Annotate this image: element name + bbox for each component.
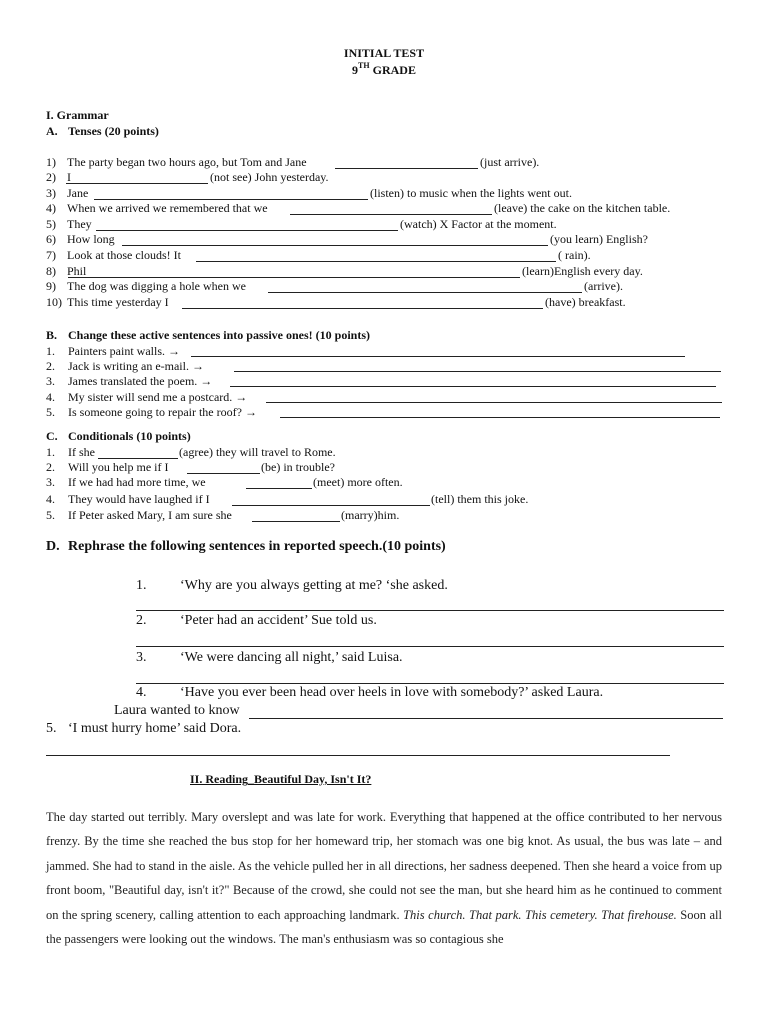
section-a-heading: A. Tenses (20 points) [46,124,159,138]
item-number: 7) [46,248,56,262]
item-number: 9) [46,279,56,293]
item-hint: (marry)him. [341,508,400,522]
item-text: My sister will send me a postcard. → [68,390,248,404]
item-text: I [67,170,71,184]
answer-blank[interactable] [98,458,178,459]
tense-item [46,295,169,310]
item-number: 2. [46,460,55,474]
item-number: 4. [136,685,147,700]
item-hint: (not see) John yesterday. [210,170,329,184]
item-text: If we had had more time, we [68,475,206,489]
answer-blank[interactable] [290,214,492,215]
item-number: 3) [46,186,56,200]
item-number: 1. [46,445,55,459]
item-hint: (arrive). [584,279,623,293]
item-hint: (you learn) English? [550,232,648,246]
passive-item [46,374,212,389]
section-c-heading: C. Conditionals (10 points) [46,429,191,443]
answer-blank[interactable] [196,261,556,262]
answer-blank[interactable] [246,488,312,489]
item-text: They [67,217,92,231]
item-number: 4. [46,390,55,404]
conditional-item [46,508,232,523]
passive-item [46,390,247,405]
answer-blank[interactable] [191,356,685,357]
item-text: Jack is writing an e-mail. → [68,359,204,373]
item-text: When we arrived we remembered that we [67,201,268,215]
answer-blank[interactable] [187,473,260,474]
reading-passage: The day started out terribly. Mary overslept and was late for work. Everything that happened at the office contributed to her nervous frenzy. By the time she reached the bus stop for her homeward trip, her stomach was one big knot. As usual, the bus was late – and jammed. She had to stand in the aisle. As the vehicle pulled her in all directions, her sadness deepened. Then she heard a voice from up front boom, "Beautiful day, isn't it?" Because of the crowd, she could not see the man, but she heard him as he continued to comment on the spring scenery, calling attention to each approaching landmark. This church. That park. This cemetery. That firehouse. Soon all the passengers were looking out the windows. The man's enthusiasm was so contagious she [46,810,722,947]
grammar-heading: I. Grammar [46,108,109,122]
item-text: How long [67,232,115,246]
item-number: 5. [46,508,55,522]
item-text: Phil [67,264,87,278]
item-text: ‘Peter had an accident’ Sue told us. [180,613,377,628]
item-hint: (agree) they will travel to Rome. [179,445,336,459]
tense-item [46,279,246,294]
conditional-item [46,492,210,507]
section-d-heading: D. Rephrase the following sentences in reported speech.(10 points) [46,539,446,554]
item-number: 10) [46,295,62,309]
conditional-item [46,445,95,460]
item-text: Will you help me if I [68,460,169,474]
answer-line[interactable] [136,610,724,611]
answer-blank[interactable] [252,521,340,522]
item-number: 5) [46,217,56,231]
tense-item [46,248,181,263]
answer-line-d5[interactable] [46,755,670,756]
answer-blank[interactable] [96,230,398,231]
item-text: ‘Why are you always getting at me? ‘she asked. [180,578,448,593]
item-number: 1. [136,578,147,593]
item-number: 4. [46,492,55,506]
item-hint: (be) in trouble? [261,460,335,474]
reading-heading: II. Reading_Beautiful Day, Isn't It? [190,772,372,786]
answer-blank[interactable] [230,386,716,387]
item-text: ‘We were dancing all night,’ said Luisa. [180,650,403,665]
answer-line-d4[interactable] [249,718,723,719]
item-number: 2. [136,613,147,628]
item-hint: (learn)English every day. [522,264,643,278]
conditional-item [46,460,169,475]
passive-item [46,344,180,359]
passive-item [46,405,257,420]
conditional-item [46,475,206,490]
item-text: Jane [67,186,89,200]
answer-line[interactable] [136,683,724,684]
answer-blank[interactable] [266,402,722,403]
tense-item [46,217,92,232]
item-number: 6) [46,232,56,246]
item-text: This time yesterday I [67,295,169,309]
reported-item-5: 5. ‘I must hurry home’ said Dora. [46,721,242,736]
item-hint: (leave) the cake on the kitchen table. [494,201,671,215]
item-text: If Peter asked Mary, I am sure she [68,508,232,522]
test-title: INITIAL TEST [343,46,425,60]
item-number: 2) [46,170,56,184]
passive-item [46,359,204,374]
item-text: James translated the poem. → [68,374,213,388]
reported-item [136,578,448,594]
answer-blank[interactable] [268,292,582,293]
item-text: Painters paint walls. → [68,344,180,358]
item-text: They would have laughed if I [68,492,210,506]
answer-blank[interactable] [280,417,720,418]
laura-prefix: Laura wanted to know [114,703,240,718]
section-b-heading: B. Change these active sentences into passive ones! (10 points) [46,328,370,342]
reported-item [136,650,403,666]
item-text: Is someone going to repair the roof? → [68,405,257,419]
answer-line[interactable] [136,646,724,647]
tense-item [46,232,115,247]
item-number: 3. [46,374,55,388]
item-number: 8) [46,264,56,278]
item-hint: (just arrive). [480,155,540,169]
item-text: Look at those clouds! It [67,248,181,262]
item-text: If she [68,445,95,459]
item-number: 5. [46,405,55,419]
item-text: ‘Have you ever been head over heels in love with somebody?’ asked Laura. [180,685,604,700]
answer-blank[interactable] [122,245,548,246]
tense-item [46,186,88,201]
tense-item [46,201,268,216]
reported-item [136,685,603,701]
answer-blank[interactable] [66,183,208,184]
answer-blank[interactable] [232,505,430,506]
item-text: The dog was digging a hole when we [67,279,246,293]
item-hint: (have) breakfast. [545,295,626,309]
reported-item [136,613,377,629]
item-hint: ( rain). [558,248,591,262]
item-number: 1) [46,155,56,169]
answer-blank[interactable] [68,277,520,278]
item-hint: (tell) them this joke. [431,492,529,506]
item-number: 4) [46,201,56,215]
item-number: 3. [46,475,55,489]
answer-blank[interactable] [94,199,368,200]
answer-blank[interactable] [182,308,543,309]
item-number: 1. [46,344,55,358]
answer-blank[interactable] [234,371,721,372]
item-hint: (listen) to music when the lights went out. [370,186,572,200]
tense-item [46,155,307,170]
item-number: 2. [46,359,55,373]
item-number: 3. [136,650,147,665]
grade-title: 9TH GRADE [352,61,416,77]
item-text: The party began two hours ago, but Tom and Jane [67,155,307,169]
answer-blank[interactable] [335,168,478,169]
item-hint: (meet) more often. [313,475,403,489]
item-hint: (watch) X Factor at the moment. [400,217,557,231]
